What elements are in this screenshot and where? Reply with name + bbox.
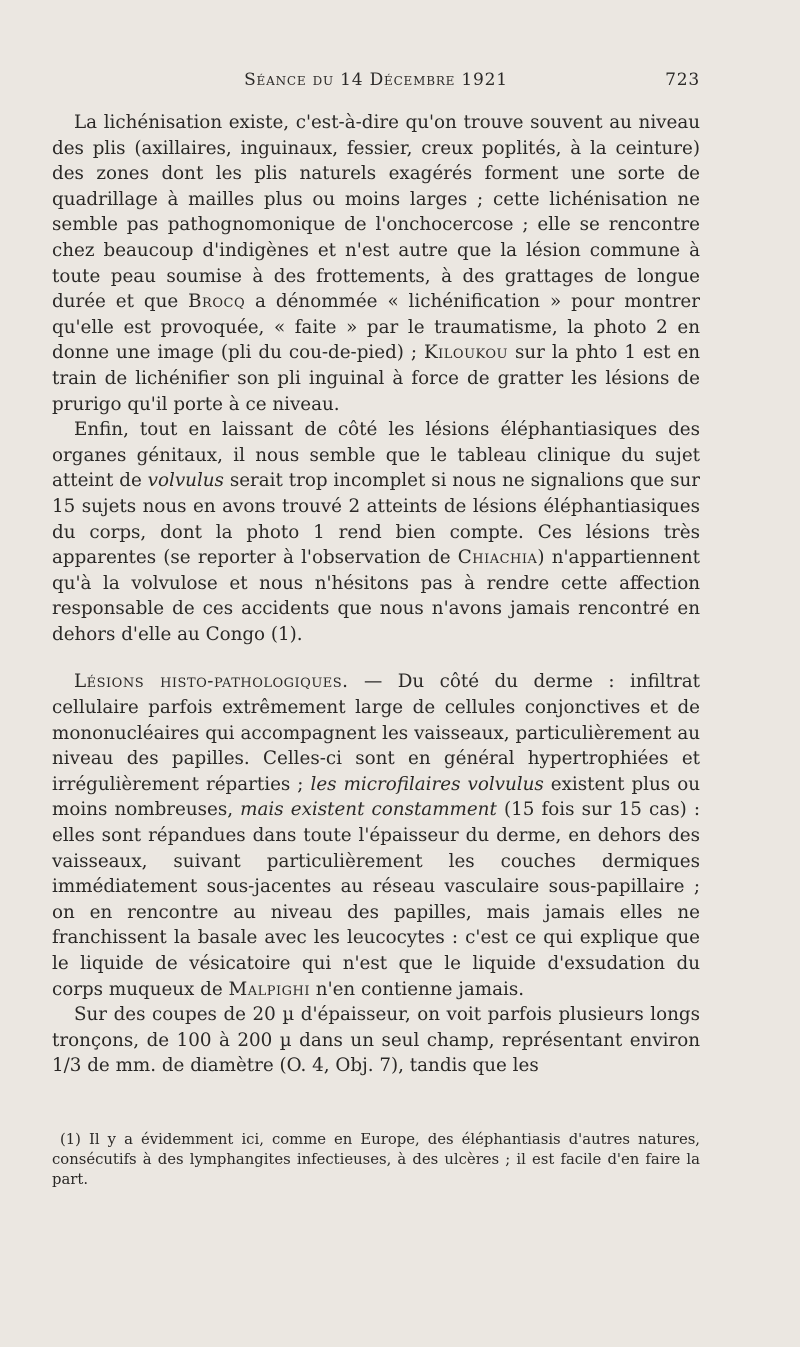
page-number: 723 <box>665 70 700 90</box>
text-run: serait trop incomplet si nous ne signalions que sur 15 sujets nous en avons trouvé 2 atteints de lésions éléphantiasiques du corps, dont la photo 1 rend bien compte. Ces lésions très apparentes (se reporter à l'observation de <box>52 470 700 569</box>
text-run: Enfin, tout en laissant de côté les lésions éléphantiasiques des organes génitaux, il nous semble que le tableau clinique du sujet atteint de <box>52 419 700 492</box>
running-header <box>52 70 700 94</box>
species-name: volvulus <box>147 470 224 492</box>
author-name: Brocq <box>188 291 246 313</box>
text-run: sur la phto 1 est en train de lichénifier son pli inguinal à force de gratter les lésions de prurigo qu'il porte à ce niveau. <box>52 342 701 415</box>
text-run: ) n'appartiennent qu'à la volvulose et nous n'hésitons pas à rendre cette affection responsable de ces accidents que nous n'avons jamais rencontré en dehors d'elle au Congo (1). <box>52 547 700 645</box>
text-run: — Du côté du derme : infiltrat cellulaire parfois extrêmement large de cellules conjonctives et de mononucléaires qui accompagnent les vaisseaux, particulièrement au niveau des papilles. Celles-ci sont en général hypertrophiées et irrégulièrement réparties ; <box>52 671 700 795</box>
paragraph-lichenisation <box>52 110 700 417</box>
emphasis-text: les microfilaires volvulus <box>310 773 544 795</box>
running-title: Séance du 14 Décembre 1921 <box>244 70 508 90</box>
author-name: Malpighi <box>228 978 310 1000</box>
text-run: existent plus ou moins nombreuses, <box>52 773 700 821</box>
text-run: (15 fois sur 15 cas) : elles sont répandues dans toute l'épaisseur du derme, en dehors des vaisseaux, suivant particulièrement les couches dermiques immédiatement sous-jacentes au réseau vasculaire sous-papillaire ; on en rencontre au niveau des papilles, mais jamais elles ne franchissent la basale avec les leucocytes : c'est ce qui explique que le liquide de vésicatoire qui n'est que le liquide d'exsudation du corps muqueux de <box>52 799 701 1000</box>
patient-name: Chiachia <box>457 547 538 569</box>
patient-name: Kiloukou <box>424 342 509 364</box>
text-run: n'en contienne jamais. <box>310 978 525 1000</box>
paragraph-coupes <box>52 1002 700 1079</box>
footnote-1: (1) Il y a évidemment ici, comme en Europe, des éléphantiasis d'autres natures, consécutifs à des lymphangites infectieuses, à des ulcères ; il est facile d'en faire la part. <box>52 1131 700 1188</box>
footnotes <box>52 1130 700 1190</box>
text-run: a dénommée « lichénification » pour montrer qu'elle est provoquée, « faite » par le traumatisme, la photo 2 en donne une image (pli du cou-de-pied) ; <box>52 291 700 364</box>
paragraph-lesions-histo <box>52 669 700 1002</box>
body-text <box>52 110 700 1079</box>
text-run: Sur des coupes de 20 µ d'épaisseur, on voit parfois plusieurs longs tronçons, de 100 à 200 µ dans un seul champ, représentant environ 1/3 de mm. de diamètre (O. 4, Obj. 7), tandis que les <box>52 1004 700 1077</box>
text-run: La lichénisation existe, c'est-à-dire qu'on trouve souvent au niveau des plis (axillaires, inguinaux, fessier, creux poplités, à la ceinture) des zones dont les plis naturels exagérés forment une sorte de quadrillage à mailles plus ou moins larges ; cette lichénisation ne semble pas pathognomonique de l'onchocercose ; elle se rencontre chez beaucoup d'indigènes et n'est autre que la lésion commune à toute peau soumise à des frottements, à des grattages de longue durée et que <box>52 112 700 313</box>
section-heading: Lésions histo-pathologiques. <box>74 671 349 693</box>
emphasis-text: mais existent constamment <box>240 799 497 821</box>
paragraph-elephantiasis <box>52 417 700 647</box>
